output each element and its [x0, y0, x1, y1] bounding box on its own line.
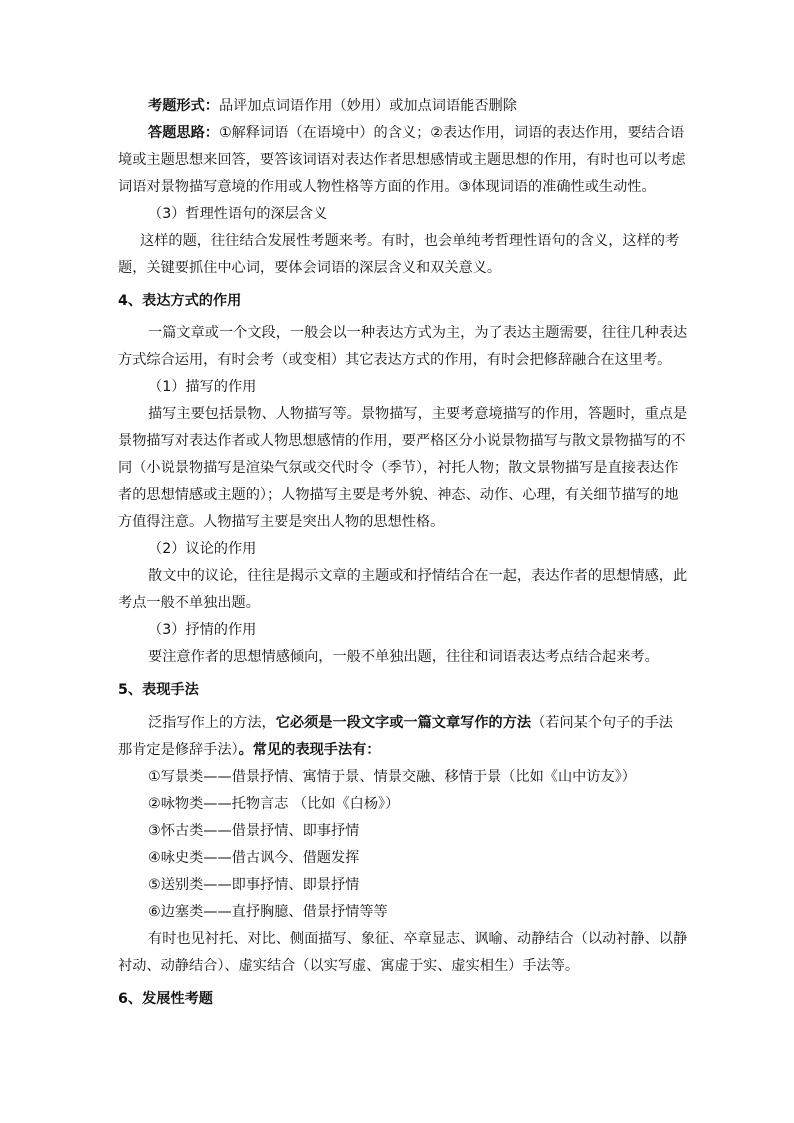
paragraph-expression-line-2: 方式综合运用，有时会考（或变相）其它表达方式的作用，有时会把修辞融合在这里考。 [118, 352, 672, 368]
paragraph-description-line-3: 同（小说景物描写是渲染气氛或交代时令（季节），衬托人物；散文景物描写是直接表达作 [118, 460, 679, 476]
paragraph-expression-line-1: 一篇文章或一个文段，一般会以一种表达方式为主，为了表达主题需要，往往几种表达 [148, 325, 688, 341]
answer-approach-line-2: 境或主题思想来回答，要答该词语对表达作者思想感情或主题思想的作用，有时也可以考虑 [118, 152, 686, 168]
techniques-emphasis: 它必须是一段文字或一篇文章写作的方法 [275, 715, 532, 731]
paragraph-other-techniques-line-1: 有时也见衬托、对比、侧面描写、象征、卒章显志、讽喻、动静结合（以动衬静、以静 [148, 931, 688, 947]
section-heading-6: 6、发展性考题 [118, 991, 213, 1007]
question-form-text: 品评加点词语作用（妙用）或加点词语能否删除 [218, 98, 517, 114]
list-item: ⑥边塞类——直抒胸臆、借景抒情等等 [148, 904, 388, 920]
list-item: ④咏史类——借古讽今、借题发挥 [148, 850, 360, 866]
paragraph-argument-line-1: 散文中的议论，往往是揭示文章的主题或和抒情结合在一起，表达作者的思想情感，此 [148, 568, 688, 584]
paragraph-description-line-4: 者的思想情感或主题的）；人物描写主要是考外貌、神态、动作、心理，有关细节描写的地 [118, 487, 679, 503]
list-item: ③怀古类——借景抒情、即事抒情 [148, 823, 360, 839]
paragraph-other-techniques-line-2: 衬动、动静结合）、虚实结合（以实写虚、寓虚于实、虚实相生）手法等。 [118, 958, 580, 974]
answer-approach-text-1: ①解释词语（在语境中）的含义；②表达作用，词语的表达作用，要结合语 [218, 125, 685, 141]
techniques-intro: 泛指写作上的方法， [148, 715, 276, 731]
list-item: ①写景类——借景抒情、寓情于景、情景交融、移情于景（比如《山中访友》） [148, 769, 636, 785]
subheading-philosophical: （3）哲理性语句的深层含义 [148, 206, 328, 222]
paragraph-philosophical-line-2: 题，关键要抓住中心词，要体会词语的深层含义和双关意义。 [118, 260, 502, 276]
answer-approach-line-3: 词语对景物描写意境的作用或人物性格等方面的作用。③体现词语的准确性或生动性。 [118, 179, 656, 195]
paragraph-techniques-line-1 [148, 713, 673, 733]
paragraph-techniques-line-2 [118, 740, 380, 760]
answer-approach-line-1 [148, 123, 684, 143]
section-heading-4: 4、表达方式的作用 [118, 293, 242, 309]
subheading-description: （1）描写的作用 [148, 379, 257, 395]
section-heading-5: 5、表现手法 [118, 682, 199, 698]
paragraph-description-line-5: 方值得注意。人物描写主要是突出人物的思想性格。 [118, 514, 445, 530]
answer-approach-label: 答题思路： [148, 125, 219, 141]
question-form-label: 考题形式： [148, 98, 219, 114]
list-item: ②咏物类——托物言志 （比如《白杨》） [148, 796, 400, 812]
techniques-list-intro: 。常见的表现手法有： [238, 742, 381, 758]
techniques-note-start: （若问某个句子的手法 [531, 715, 673, 731]
paragraph-philosophical-line-1: 这样的题，往往结合发展性考题来考。有时，也会单纯考哲理性语句的含义，这样的考 [140, 233, 680, 249]
subheading-argument: （2）议论的作用 [148, 541, 257, 557]
paragraph-argument-line-2: 考点一般不单独出题。 [118, 595, 260, 611]
paragraph-description-line-1: 描写主要包括景物、人物描写等。景物描写，主要考意境描写的作用，答题时，重点是 [148, 406, 688, 422]
list-item: ⑤送别类——即事抒情、即景抒情 [148, 877, 360, 893]
subheading-lyric: （3）抒情的作用 [148, 622, 257, 638]
paragraph-lyric: 要注意作者的思想情感倾向，一般不单独出题，往往和词语表达考点结合起来考。 [148, 649, 659, 665]
paragraph-description-line-2: 景物描写对表达作者或人物思想感情的作用，要严格区分小说景物描写与散文景物描写的不 [118, 433, 686, 449]
techniques-note-end: 那肯定是修辞手法） [118, 742, 239, 758]
question-form-line [148, 96, 517, 116]
